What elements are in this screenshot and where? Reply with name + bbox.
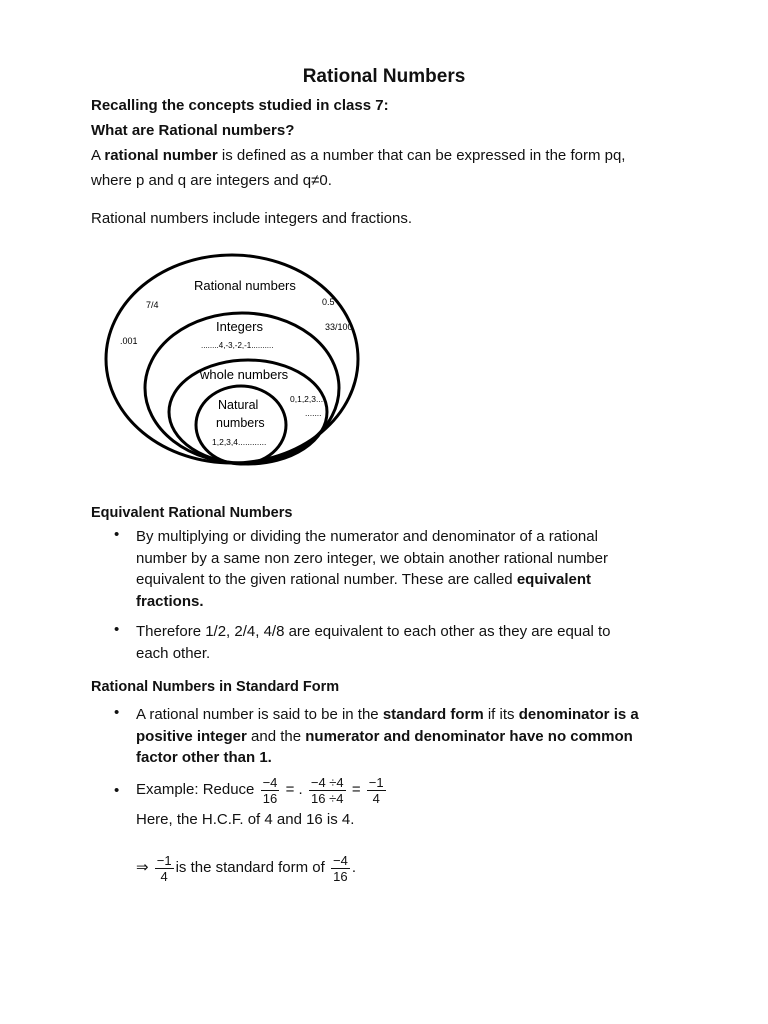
bullet-icon: • — [114, 526, 120, 543]
bold-text: standard form — [382, 706, 484, 723]
definition-text: is defined as a number that can be expressed in the form pq, — [217, 147, 626, 164]
page-title: Rational Numbers — [302, 66, 466, 87]
fraction-division — [309, 775, 346, 806]
denominator: 4 — [160, 868, 168, 884]
text-line: number by a same non zero integer, we obtain another rational number — [136, 549, 608, 567]
text-line — [136, 726, 684, 748]
bullet-icon: • — [114, 704, 120, 721]
bold-text: equivalent — [516, 571, 591, 588]
equals-sign: = . — [285, 781, 303, 798]
example-line — [136, 772, 684, 808]
natural-label: Natural — [218, 398, 259, 412]
denominator: 16 ÷4 — [311, 790, 344, 806]
integers-list: ........4,-3,-2,-1.......... — [201, 341, 274, 350]
whole-list: 0,1,2,3.... — [290, 394, 326, 404]
bold-text: numerator and denominator have no common — [305, 727, 633, 745]
fraction-minus4-16 — [261, 775, 280, 806]
numerator: −1 — [368, 774, 384, 790]
fraction-minus4-16 — [331, 853, 350, 884]
rational-example-001: .001 — [120, 336, 138, 346]
rational-label: Rational numbers — [194, 278, 296, 293]
denominator: 16 — [262, 790, 278, 806]
numerator: −4 — [333, 852, 348, 868]
natural-label-2: numbers — [216, 416, 265, 430]
result-text: is the standard form of — [175, 859, 325, 876]
bold-text: denominator is a — [518, 706, 639, 723]
text-span: and the — [246, 727, 306, 745]
denominator: 4 — [372, 790, 380, 806]
what-heading: What are Rational numbers? — [91, 122, 295, 139]
text-line: By multiplying or dividing the numerator and denominator of a rational — [136, 528, 598, 545]
text-span: equivalent to the given rational number. These are called — [136, 571, 517, 588]
example-label: Example: Reduce — [136, 781, 255, 798]
denominator: 16 — [333, 868, 348, 884]
numerator: −1 — [156, 852, 172, 868]
equivalent-heading: Equivalent Rational Numbers — [91, 505, 293, 521]
text-line: Therefore 1/2, 2/4, 4/8 are equivalent to each other as they are equal to — [136, 623, 611, 640]
integers-label: Integers — [216, 319, 263, 334]
bold-text: fractions. — [136, 592, 204, 610]
bullet-icon: • — [114, 621, 120, 638]
text-line — [136, 704, 684, 726]
definition-text: A — [91, 147, 105, 164]
fraction-minus1-4 — [367, 775, 386, 806]
numerator: −4 ÷4 — [310, 774, 344, 790]
implies-icon: ⇒ — [136, 859, 149, 876]
recall-heading: Recalling the concepts studied in class 7: — [91, 97, 389, 114]
period: . — [351, 859, 356, 876]
standard-form-heading: Rational Numbers in Standard Form — [91, 679, 340, 695]
whole-label: whole numbers — [200, 367, 289, 382]
standard-bullet-1 — [136, 704, 684, 769]
definition-line-2: where p and q are integers and q≠0. — [91, 172, 332, 189]
bullet-icon: • — [114, 782, 120, 799]
equivalent-bullet-1 — [136, 526, 684, 612]
rational-example-33-100: 33/100 — [325, 322, 353, 332]
whole-list-dots: ....... — [305, 408, 322, 418]
rational-example-0-5: 0.5 — [322, 297, 335, 307]
text-line: each other. — [136, 644, 211, 662]
text-span: if its — [483, 706, 519, 723]
definition-line-1 — [91, 147, 625, 164]
numerator: −4 — [262, 774, 278, 790]
result-line — [136, 850, 356, 886]
equals-sign: = — [351, 781, 361, 798]
text-line — [136, 569, 684, 591]
text-span: A rational number is said to be in the — [136, 706, 383, 723]
bold-text: factor other than 1. — [136, 749, 272, 766]
includes-text: Rational numbers include integers and fractions. — [91, 210, 413, 227]
fraction-minus1-4 — [155, 853, 174, 884]
definition-bold: rational number — [104, 147, 218, 164]
bold-text: positive integer — [136, 727, 247, 745]
natural-list: 1,2,3,4............ — [212, 437, 267, 447]
rational-example-7-4: 7/4 — [146, 300, 159, 310]
equivalent-bullet-2 — [136, 621, 684, 664]
number-sets-diagram — [100, 250, 360, 470]
hcf-text: Here, the H.C.F. of 4 and 16 is 4. — [136, 811, 355, 828]
